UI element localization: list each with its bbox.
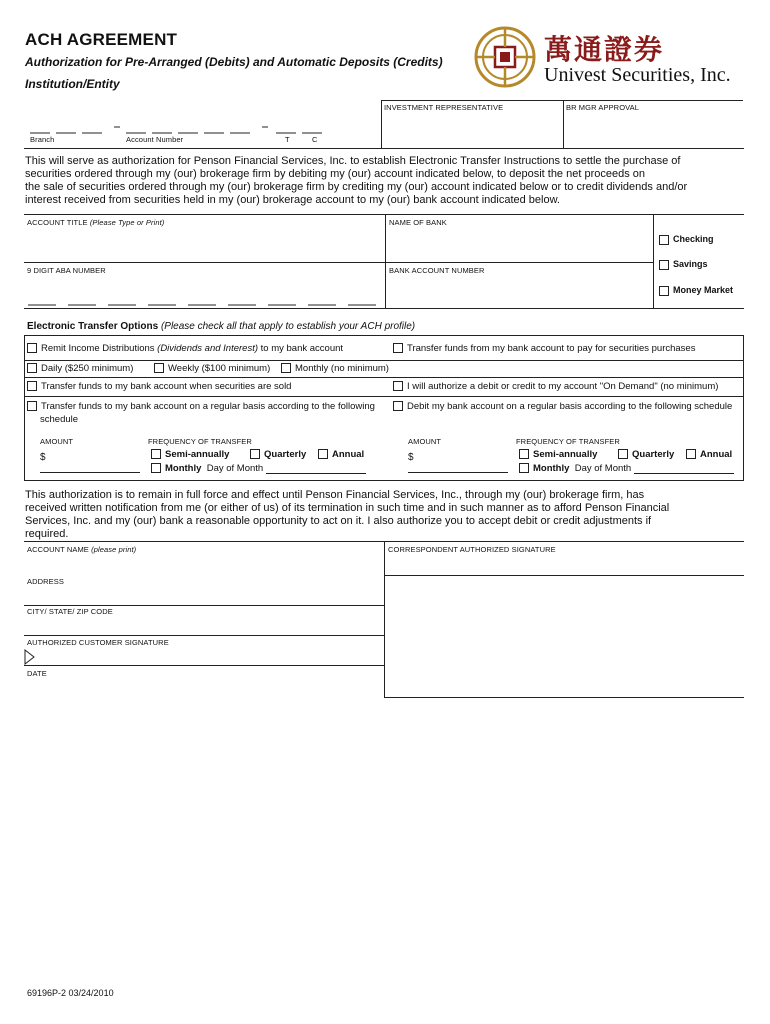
right-monthly-checkbox[interactable] [519, 463, 529, 473]
coin-emblem-icon [474, 26, 536, 88]
address-label: ADDRESS [27, 577, 64, 586]
logo-english-text: Univest Securities, Inc. [544, 64, 731, 86]
right-annual-checkbox[interactable] [686, 449, 696, 459]
name-of-bank-label: NAME OF BANK [389, 218, 447, 227]
on-demand-option[interactable]: I will authorize a debit or credit to my account "On Demand" (no minimum) [393, 381, 718, 392]
right-semi-annually-checkbox[interactable] [519, 449, 529, 459]
money-market-checkbox[interactable] [659, 286, 669, 296]
transfer-pay-purchases-option[interactable]: Transfer funds from my bank account to pay for securities purchases [393, 343, 695, 354]
form-subtitle-entity: Institution/Entity [25, 77, 120, 91]
regular-basis-option[interactable]: Transfer funds to my bank account on a regular basis according to the following schedule [27, 401, 377, 425]
correspondent-signature-field[interactable] [388, 556, 742, 574]
customer-signature-field[interactable] [38, 648, 381, 664]
regular-basis-checkbox[interactable] [27, 401, 37, 411]
intro-paragraph: This will serve as authorization for Penson Financial Services, Inc. to establish Electronic Transfer Instructions to settle the purchase of securities ordered through my (our) brokerage firm by debiting my (our) account indicated below, to deposit the net proceeds on the sale of securities ordered through my (our) brokerage firm by crediting my (our) account indicated below or to credit dividends and/or interest received from securities held in my (our) brokerage account to my (our) bank account indicated below. [25, 155, 688, 206]
br-mgr-field[interactable] [563, 112, 743, 146]
bank-account-number-label: BANK ACCOUNT NUMBER [389, 266, 485, 275]
right-quarterly-option[interactable]: Quarterly [618, 449, 674, 460]
right-dollar-sign: $ [408, 452, 414, 463]
transfer-when-sold-checkbox[interactable] [27, 381, 37, 391]
account-title-label: ACCOUNT TITLE (Please Type or Print) [27, 218, 165, 227]
account-name-label: ACCOUNT NAME (please print) [27, 545, 137, 554]
monthly-no-min-option[interactable]: Monthly (no minimum) [281, 363, 389, 374]
name-of-bank-field[interactable] [389, 230, 649, 260]
savings-option[interactable]: Savings [659, 259, 708, 270]
form-title: ACH AGREEMENT [25, 30, 178, 49]
aba-number-blanks[interactable] [28, 294, 383, 312]
t-label: T [285, 135, 290, 144]
left-monthly-option[interactable]: Monthly Day of Month [151, 463, 263, 474]
weekly-checkbox[interactable] [154, 363, 164, 373]
city-state-zip-field[interactable] [27, 617, 381, 634]
remit-income-checkbox[interactable] [27, 343, 37, 353]
date-field[interactable] [27, 679, 381, 696]
bank-account-number-field[interactable] [389, 276, 649, 306]
logo-chinese-text: 萬通證券 [544, 33, 665, 66]
transfer-pay-purchases-checkbox[interactable] [393, 343, 403, 353]
left-dollar-sign: $ [40, 452, 46, 463]
investment-rep-field[interactable] [381, 112, 563, 146]
money-market-option[interactable]: Money Market [659, 285, 733, 296]
form-subtitle: Authorization for Pre-Arranged (Debits) and Automatic Deposits (Credits) [25, 55, 443, 69]
daily-option[interactable]: Daily ($250 minimum) [27, 363, 133, 374]
account-number-label: Account Number [126, 135, 184, 144]
right-frequency-label: FREQUENCY OF TRANSFER [516, 437, 620, 446]
account-name-field[interactable] [27, 556, 381, 574]
debit-regular-checkbox[interactable] [393, 401, 403, 411]
right-day-of-month-field[interactable] [634, 473, 734, 474]
savings-checkbox[interactable] [659, 260, 669, 270]
right-semi-annually-option[interactable]: Semi-annually [519, 449, 597, 460]
transfer-when-sold-option[interactable]: Transfer funds to my bank account when securities are sold [27, 381, 291, 392]
br-mgr-label: BR MGR APPROVAL [566, 103, 640, 112]
transfer-options-heading: Electronic Transfer Options (Please check all that apply to establish your ACH profile) [27, 321, 416, 332]
c-label: C [312, 135, 318, 144]
on-demand-checkbox[interactable] [393, 381, 403, 391]
left-annual-checkbox[interactable] [318, 449, 328, 459]
customer-signature-label: AUTHORIZED CUSTOMER SIGNATURE [27, 638, 169, 647]
right-amount-field[interactable] [408, 472, 508, 473]
remit-income-option[interactable]: Remit Income Distributions (Dividends and Interest) to my bank account [27, 343, 343, 354]
left-frequency-label: FREQUENCY OF TRANSFER [148, 437, 252, 446]
left-annual-option[interactable]: Annual [318, 449, 364, 460]
left-amount-label: AMOUNT [40, 437, 74, 446]
monthly-no-min-checkbox[interactable] [281, 363, 291, 373]
checking-option[interactable]: Checking [659, 234, 714, 245]
left-quarterly-option[interactable]: Quarterly [250, 449, 306, 460]
right-monthly-option[interactable]: Monthly Day of Month [519, 463, 631, 474]
right-amount-label: AMOUNT [408, 437, 442, 446]
left-monthly-checkbox[interactable] [151, 463, 161, 473]
left-quarterly-checkbox[interactable] [250, 449, 260, 459]
form-id: 69196P-2 03/24/2010 [27, 988, 114, 998]
sign-here-arrow-icon [24, 649, 36, 665]
aba-number-label: 9 DIGIT ABA NUMBER [27, 266, 106, 275]
address-field[interactable] [27, 587, 381, 604]
left-semi-annually-option[interactable]: Semi-annually [151, 449, 229, 460]
city-state-zip-label: CITY/ STATE/ ZIP CODE [27, 607, 113, 616]
right-annual-option[interactable]: Annual [686, 449, 732, 460]
correspondent-signature-label: CORRESPONDENT AUTHORIZED SIGNATURE [388, 545, 556, 554]
authorization-paragraph: This authorization is to remain in full force and effect until Penson Financial Services, Inc., through my (our) brokerage firm, has received written notification from me (or either of us) of its termination in such time and in such manner as to afford Penson Financial Services, Inc. and my (our) bank a reasonable opportunity to act on it. I also authorize you to accept debit or credit adjustments if required. [25, 489, 670, 540]
account-number-underlines [30, 123, 330, 135]
weekly-option[interactable]: Weekly ($100 minimum) [154, 363, 270, 374]
date-label: DATE [27, 669, 47, 678]
univest-logo [474, 24, 744, 94]
daily-checkbox[interactable] [27, 363, 37, 373]
account-title-field[interactable] [27, 230, 382, 260]
branch-label: Branch [30, 135, 55, 144]
left-day-of-month-field[interactable] [266, 473, 366, 474]
right-quarterly-checkbox[interactable] [618, 449, 628, 459]
left-semi-annually-checkbox[interactable] [151, 449, 161, 459]
debit-regular-option[interactable]: Debit my bank account on a regular basis according to the following schedule [393, 401, 732, 412]
aba-underlines [28, 297, 383, 307]
checking-checkbox[interactable] [659, 235, 669, 245]
investment-rep-label: INVESTMENT REPRESENTATIVE [384, 103, 504, 112]
left-amount-field[interactable] [40, 472, 140, 473]
